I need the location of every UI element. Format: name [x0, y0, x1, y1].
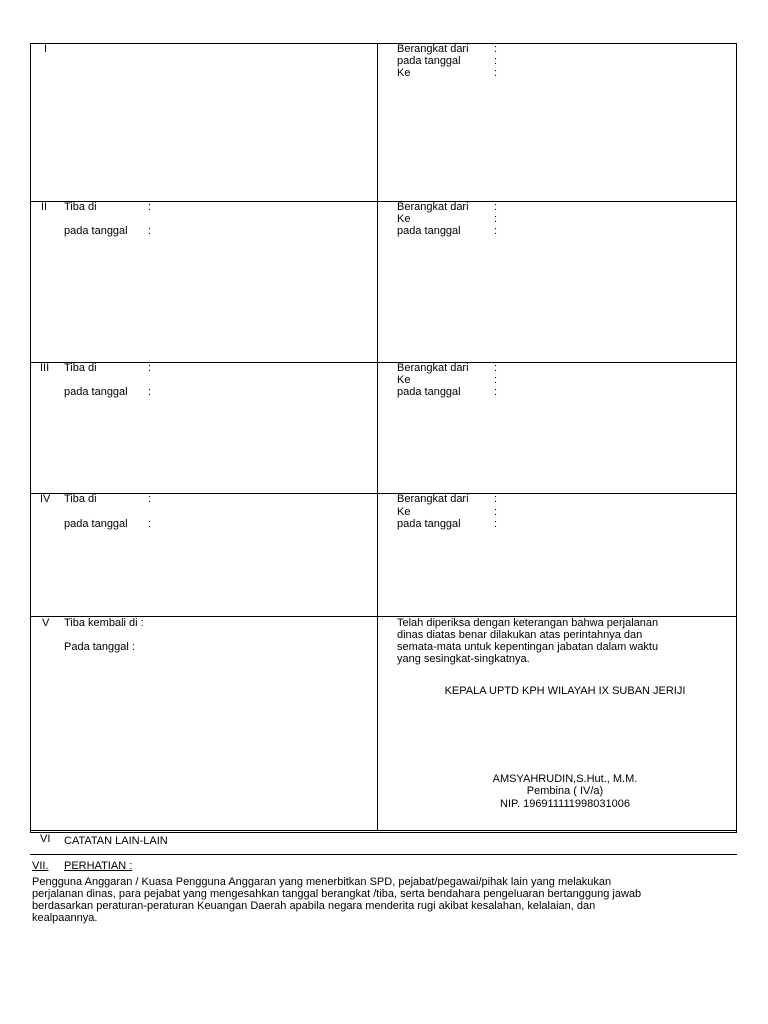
- colon: :: [494, 213, 498, 225]
- date-label: pada tanggal: [397, 518, 461, 530]
- colon: :: [148, 201, 152, 213]
- colon: :: [494, 201, 498, 213]
- arrival-at-label: Tiba di: [64, 201, 97, 213]
- colon: :: [148, 518, 152, 530]
- notice-line: kealpaannya.: [32, 912, 98, 924]
- column-divider: [377, 43, 378, 831]
- arrival-at-label: Tiba di: [64, 362, 97, 374]
- notice-line: Pengguna Anggaran / Kuasa Pengguna Anggaran yang menerbitkan SPD, pejabat/pegawai/pihak lain yang melakukan: [32, 876, 612, 888]
- date-label: pada tanggal: [64, 386, 128, 398]
- destination-label: Ke: [397, 67, 411, 79]
- colon: :: [494, 225, 498, 237]
- notice-line: berdasarkan peraturan-peraturan Keuangan Daerah apabila negara menderita rugi akibat kesalahan, kelalaian, dan: [32, 900, 596, 912]
- departure-from-label: Berangkat dari: [397, 43, 469, 55]
- colon: :: [494, 55, 498, 67]
- row-number: V: [42, 617, 50, 629]
- colon: :: [494, 386, 498, 398]
- colon: :: [148, 493, 152, 505]
- table-frame: [30, 43, 737, 833]
- destination-label: Ke: [397, 213, 411, 225]
- row-divider-3: [30, 493, 737, 494]
- row-number: IV: [40, 493, 51, 505]
- signer-nip: NIP. 196911111998031006: [500, 798, 630, 810]
- verification-statement-line: Telah diperiksa dengan keterangan bahwa perjalanan: [397, 617, 659, 629]
- row-number: VI: [40, 833, 51, 845]
- departure-from-label: Berangkat dari: [397, 493, 469, 505]
- section-divider: [30, 854, 737, 855]
- official-title: KEPALA UPTD KPH WILAYAH IX SUBAN JERIJI: [444, 685, 686, 697]
- colon: :: [494, 43, 498, 55]
- colon: :: [494, 506, 498, 518]
- colon: :: [494, 518, 498, 530]
- date-label: pada tanggal: [64, 518, 128, 530]
- destination-label: Ke: [397, 506, 411, 518]
- destination-label: Ke: [397, 374, 411, 386]
- signer-name: AMSYAHRUDIN,S.Hut., M.M.: [492, 773, 638, 785]
- date-label: Pada tanggal :: [64, 641, 135, 653]
- notice-heading: PERHATIAN :: [64, 860, 133, 872]
- signer-rank: Pembina ( IV/a): [526, 785, 604, 797]
- date-label: pada tanggal: [64, 225, 128, 237]
- colon: :: [148, 362, 152, 374]
- notice-number: VII.: [32, 860, 49, 872]
- other-notes-label: CATATAN LAIN-LAIN: [64, 835, 168, 847]
- colon: :: [494, 67, 498, 79]
- departure-from-label: Berangkat dari: [397, 201, 469, 213]
- row-number: II: [41, 201, 48, 213]
- return-arrival-label: Tiba kembali di :: [64, 617, 144, 629]
- date-label: pada tanggal: [397, 55, 461, 67]
- row-divider-1: [30, 201, 737, 202]
- notice-line: perjalanan dinas, para pejabat yang mengesahkan tanggal berangkat /tiba, serta bendahara pengeluaran bertanggung jawab: [32, 888, 642, 900]
- date-label: pada tanggal: [397, 386, 461, 398]
- colon: :: [494, 493, 498, 505]
- verification-statement-line: semata-mata untuk kepentingan jabatan dalam waktu: [397, 641, 659, 653]
- row-number: I: [44, 43, 48, 55]
- colon: :: [494, 362, 498, 374]
- colon: :: [494, 374, 498, 386]
- verification-statement-line: dinas diatas benar dilakukan atas perintahnya dan: [397, 629, 643, 641]
- row-number: III: [40, 362, 50, 374]
- date-label: pada tanggal: [397, 225, 461, 237]
- row-divider-2: [30, 362, 737, 363]
- row-divider-5: [30, 830, 737, 831]
- verification-statement-line: yang sesingkat-singkatnya.: [397, 653, 530, 665]
- colon: :: [148, 225, 152, 237]
- arrival-at-label: Tiba di: [64, 493, 97, 505]
- departure-from-label: Berangkat dari: [397, 362, 469, 374]
- colon: :: [148, 386, 152, 398]
